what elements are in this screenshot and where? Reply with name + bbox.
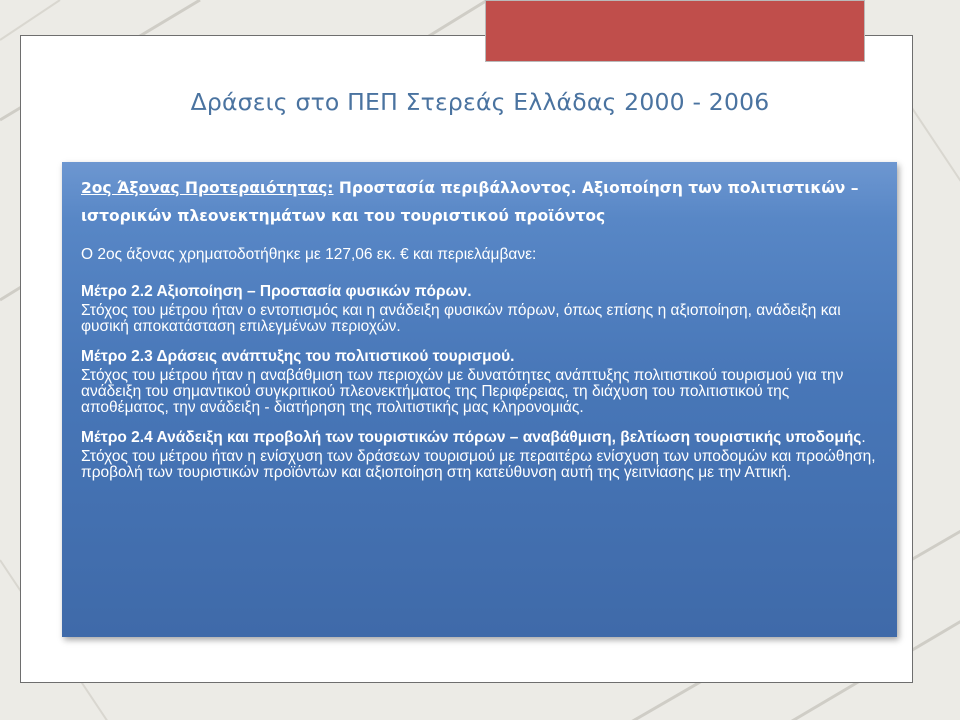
accent-block [485, 0, 865, 62]
measure-title: Μέτρο 2.3 Δράσεις ανάπτυξης του πολιτιστικού τουρισμού. [81, 348, 515, 365]
axis-intro: Ο 2ος άξονας χρηματοδοτήθηκε με 127,06 εκ. € και περιελάμβανε: [81, 246, 537, 263]
measure-title: Μέτρο 2.2 Αξιοποίηση – Προστασία φυσικών πόρων. [81, 283, 472, 300]
content-panel [62, 162, 897, 637]
axis-heading-text: Προστασία περιβάλλοντος. Αξιοποίηση των πολιτιστικών – ιστορικών πλεονεκτημάτων και του τουριστικού προϊόντος [81, 179, 859, 225]
axis-heading [81, 174, 879, 230]
measure-text: Στόχος του μέτρου ήταν η αναβάθμιση των περιοχών με δυνατότητες ανάπτυξης πολιτιστικού τουρισμού για την ανάδειξη του σημαντικού συγκριτικού πλεονεκτήματος της Περιφέρειας, τη διάχυση του πολιτιστικού της αποθέματος, την ανάδειξη - διατήρηση της πολιτιστικής μας κληρονομιάς. [81, 367, 844, 416]
axis-heading-label: 2ος Άξονας Προτεραιότητας: [81, 179, 334, 197]
measure-2-4 [81, 430, 879, 481]
measure-2-2 [81, 284, 879, 335]
measure-text: Στόχος του μέτρου ήταν η ενίσχυση των δράσεων τουρισμού με περαιτέρω ενίσχυση των υποδομών και προώθηση, προβολή των τουριστικών προϊόντων και αξιοποίηση στη κατεύθυνση αυτή της γειτνίασης με την Αττική. [81, 448, 876, 481]
measure-title [81, 430, 879, 446]
slide-title: Δράσεις στο ΠΕΠ Στερεάς Ελλάδας 2000 - 2006 [190, 88, 770, 116]
measure-text: Στόχος του μέτρου ήταν ο εντοπισμός και η ανάδειξη φυσικών πόρων, όπως επίσης η αξιοποίηση, ανάδειξη και φυσική αποκατάσταση επιλεγμένων περιοχών. [81, 302, 841, 335]
measure-title-suffix: . [861, 429, 866, 446]
measure-2-3 [81, 349, 879, 416]
measure-title-text: Μέτρο 2.4 Ανάδειξη και προβολή των τουριστικών πόρων – αναβάθμιση, βελτίωση τουριστικής υποδομής [81, 429, 862, 446]
